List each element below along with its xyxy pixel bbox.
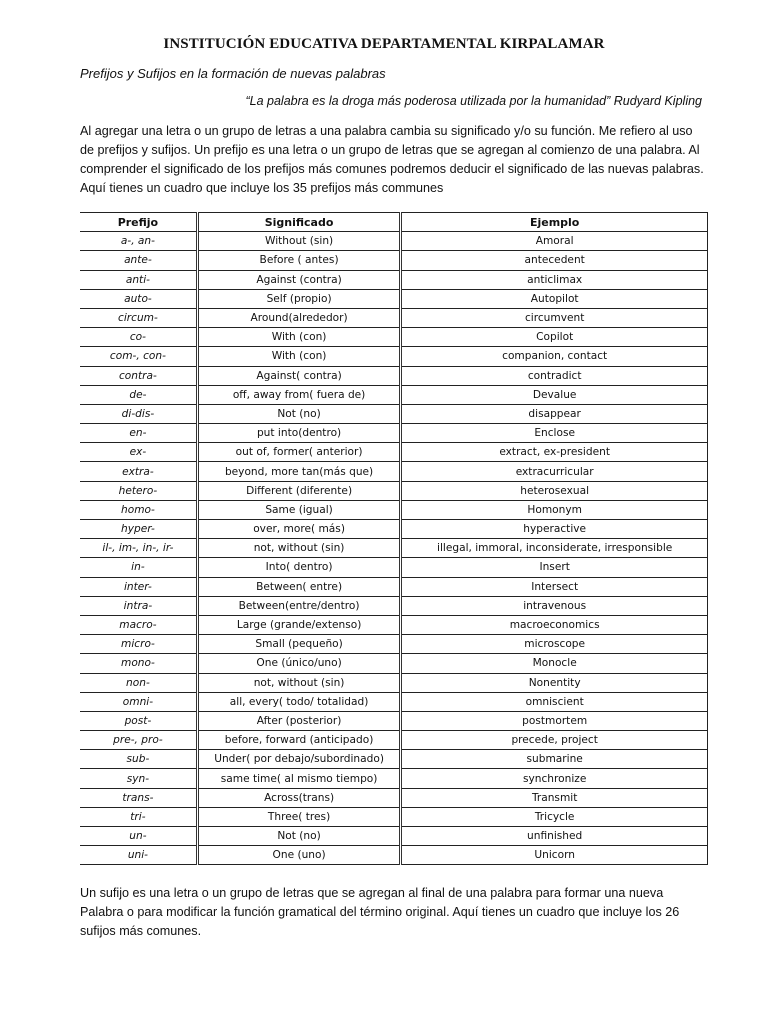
cell-ejemplo: synchronize [401, 769, 708, 788]
table-row [80, 654, 708, 673]
table-row [80, 520, 708, 539]
cell-prefijo: di-dis- [80, 404, 197, 423]
cell-significado: Against (contra) [197, 270, 401, 289]
cell-significado: After (posterior) [197, 711, 401, 730]
cell-ejemplo: extract, ex-president [401, 443, 708, 462]
table-row [80, 769, 708, 788]
cell-ejemplo: illegal, immoral, inconsiderate, irresponsible [401, 539, 708, 558]
cell-prefijo: ante- [80, 251, 197, 270]
cell-significado: Large (grande/extenso) [197, 615, 401, 634]
cell-significado: beyond, more tan(más que) [197, 462, 401, 481]
cell-ejemplo: submarine [401, 750, 708, 769]
cell-prefijo: il-, im-, in-, ir- [80, 539, 197, 558]
cell-ejemplo: disappear [401, 404, 708, 423]
cell-prefijo: hyper- [80, 520, 197, 539]
cell-ejemplo: precede, project [401, 731, 708, 750]
table-row [80, 615, 708, 634]
cell-prefijo: circum- [80, 308, 197, 327]
cell-significado: Between( entre) [197, 577, 401, 596]
prefix-table [80, 212, 708, 865]
cell-significado: With (con) [197, 347, 401, 366]
cell-ejemplo: Monocle [401, 654, 708, 673]
cell-significado: not, without (sin) [197, 539, 401, 558]
cell-prefijo: auto- [80, 289, 197, 308]
document-subtitle: Prefijos y Sufijos en la formación de nuevas palabras [80, 66, 386, 81]
cell-ejemplo: macroeconomics [401, 615, 708, 634]
table-row [80, 711, 708, 730]
cell-prefijo: trans- [80, 788, 197, 807]
cell-significado: Around(alrededor) [197, 308, 401, 327]
cell-significado: all, every( todo/ totalidad) [197, 692, 401, 711]
cell-significado: Not (no) [197, 827, 401, 846]
intro-paragraph: Al agregar una letra o un grupo de letras a una palabra cambia su significado y/o su función. Me refiero al uso de prefijos y sufijos. Un prefijo es una letra o un grupo de letras que se agregan al comienzo de una palabra. Al comprender el significado de los prefijos más comunes podremos deducir el significado de las nuevas palabras. Aquí tienes un cuadro que incluye los 35 prefijos más communes [80, 124, 704, 195]
cell-significado: Three( tres) [197, 807, 401, 826]
table-row [80, 462, 708, 481]
cell-prefijo: uni- [80, 846, 197, 865]
cell-significado: Small (pequeño) [197, 635, 401, 654]
table-row [80, 424, 708, 443]
cell-significado: One (único/uno) [197, 654, 401, 673]
cell-significado: One (uno) [197, 846, 401, 865]
table-row [80, 539, 708, 558]
cell-prefijo: mono- [80, 654, 197, 673]
cell-ejemplo: Enclose [401, 424, 708, 443]
cell-significado: over, more( más) [197, 520, 401, 539]
suffix-paragraph: Un sufijo es una letra o un grupo de letras que se agregan al final de una palabra para formar una nueva Palabra o para modificar la función gramatical del término original. Aquí tienes un cuadro que incluye los 26 sufijos más comunes. [80, 886, 680, 938]
cell-prefijo: post- [80, 711, 197, 730]
cell-prefijo: micro- [80, 635, 197, 654]
table-header-row [80, 213, 708, 232]
cell-prefijo: syn- [80, 769, 197, 788]
cell-ejemplo: companion, contact [401, 347, 708, 366]
cell-ejemplo: Insert [401, 558, 708, 577]
cell-ejemplo: unfinished [401, 827, 708, 846]
cell-significado: off, away from( fuera de) [197, 385, 401, 404]
cell-significado: Before ( antes) [197, 251, 401, 270]
table-row [80, 827, 708, 846]
cell-ejemplo: hyperactive [401, 520, 708, 539]
table-row [80, 846, 708, 865]
header-significado: Significado [197, 213, 401, 232]
cell-prefijo: intra- [80, 596, 197, 615]
cell-prefijo: hetero- [80, 481, 197, 500]
cell-ejemplo: Nonentity [401, 673, 708, 692]
header-prefijo: Prefijo [80, 213, 197, 232]
cell-prefijo: de- [80, 385, 197, 404]
cell-ejemplo: Tricycle [401, 807, 708, 826]
cell-ejemplo: Transmit [401, 788, 708, 807]
table-row [80, 673, 708, 692]
cell-ejemplo: postmortem [401, 711, 708, 730]
cell-prefijo: inter- [80, 577, 197, 596]
cell-ejemplo: contradict [401, 366, 708, 385]
table-row [80, 577, 708, 596]
cell-ejemplo: Homonym [401, 500, 708, 519]
table-row [80, 366, 708, 385]
table-row [80, 558, 708, 577]
cell-significado: Between(entre/dentro) [197, 596, 401, 615]
table-row [80, 443, 708, 462]
prefix-table-body [80, 232, 708, 865]
cell-significado: Without (sin) [197, 232, 401, 251]
cell-ejemplo: Autopilot [401, 289, 708, 308]
cell-significado: Not (no) [197, 404, 401, 423]
cell-ejemplo: omniscient [401, 692, 708, 711]
cell-prefijo: extra- [80, 462, 197, 481]
cell-prefijo: non- [80, 673, 197, 692]
cell-ejemplo: microscope [401, 635, 708, 654]
cell-significado: same time( al mismo tiempo) [197, 769, 401, 788]
table-row [80, 385, 708, 404]
cell-prefijo: sub- [80, 750, 197, 769]
cell-prefijo: ex- [80, 443, 197, 462]
table-row [80, 788, 708, 807]
table-row [80, 347, 708, 366]
cell-significado: Same (igual) [197, 500, 401, 519]
table-row [80, 328, 708, 347]
cell-ejemplo: intravenous [401, 596, 708, 615]
cell-ejemplo: extracurricular [401, 462, 708, 481]
cell-prefijo: contra- [80, 366, 197, 385]
cell-significado: out of, former( anterior) [197, 443, 401, 462]
cell-ejemplo: Unicorn [401, 846, 708, 865]
table-row [80, 289, 708, 308]
table-row [80, 251, 708, 270]
cell-ejemplo: Copilot [401, 328, 708, 347]
cell-prefijo: en- [80, 424, 197, 443]
kipling-quote: “La palabra es la droga más poderosa utilizada por la humanidad” Rudyard Kipling [245, 94, 702, 108]
table-row [80, 232, 708, 251]
cell-prefijo: anti- [80, 270, 197, 289]
table-row [80, 807, 708, 826]
cell-ejemplo: circumvent [401, 308, 708, 327]
cell-prefijo: co- [80, 328, 197, 347]
table-row [80, 308, 708, 327]
cell-significado: Across(trans) [197, 788, 401, 807]
cell-ejemplo: Intersect [401, 577, 708, 596]
cell-prefijo: un- [80, 827, 197, 846]
table-row [80, 692, 708, 711]
cell-ejemplo: anticlimax [401, 270, 708, 289]
cell-prefijo: macro- [80, 615, 197, 634]
cell-prefijo: com-, con- [80, 347, 197, 366]
cell-prefijo: pre-, pro- [80, 731, 197, 750]
header-ejemplo: Ejemplo [401, 213, 708, 232]
table-row [80, 731, 708, 750]
cell-prefijo: omni- [80, 692, 197, 711]
cell-significado: before, forward (anticipado) [197, 731, 401, 750]
cell-prefijo: a-, an- [80, 232, 197, 251]
cell-significado: Different (diferente) [197, 481, 401, 500]
cell-significado: not, without (sin) [197, 673, 401, 692]
table-row [80, 635, 708, 654]
cell-ejemplo: Amoral [401, 232, 708, 251]
cell-significado: Into( dentro) [197, 558, 401, 577]
table-row [80, 500, 708, 519]
table-row [80, 270, 708, 289]
document-title: INSTITUCIÓN EDUCATIVA DEPARTAMENTAL KIRPALAMAR [163, 36, 605, 52]
cell-prefijo: in- [80, 558, 197, 577]
table-row [80, 750, 708, 769]
cell-significado: Self (propio) [197, 289, 401, 308]
cell-significado: Against( contra) [197, 366, 401, 385]
cell-significado: Under( por debajo/subordinado) [197, 750, 401, 769]
table-row [80, 481, 708, 500]
table-row [80, 596, 708, 615]
cell-ejemplo: heterosexual [401, 481, 708, 500]
cell-prefijo: homo- [80, 500, 197, 519]
cell-significado: With (con) [197, 328, 401, 347]
cell-ejemplo: antecedent [401, 251, 708, 270]
cell-ejemplo: Devalue [401, 385, 708, 404]
table-row [80, 404, 708, 423]
cell-prefijo: tri- [80, 807, 197, 826]
cell-significado: put into(dentro) [197, 424, 401, 443]
